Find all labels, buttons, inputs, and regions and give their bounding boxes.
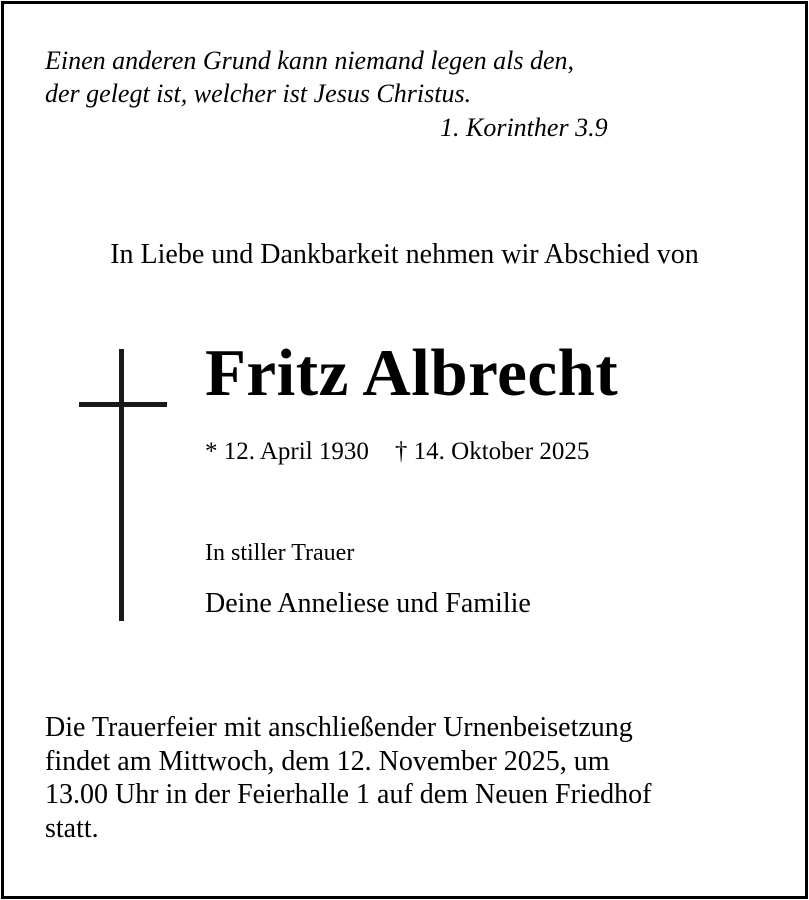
bible-verse bbox=[45, 44, 574, 110]
deceased-name: Fritz Albrecht bbox=[205, 336, 619, 410]
death-date: † 14. Oktober 2025 bbox=[394, 438, 590, 465]
ceremony-line: Die Trauerfeier mit anschließender Urnenbeisetzung bbox=[45, 712, 633, 743]
ceremony-notice bbox=[45, 711, 651, 845]
latin-cross-icon bbox=[79, 349, 167, 621]
ceremony-line: statt. bbox=[45, 812, 99, 844]
birth-date: * 12. April 1930 bbox=[205, 438, 369, 465]
ceremony-line: 13.00 Uhr in der Feierhalle 1 auf dem Neuen Friedhof bbox=[45, 779, 652, 810]
mourners-names: Deine Anneliese und Familie bbox=[205, 588, 531, 619]
intro-text: In Liebe und Dankbarkeit nehmen wir Abschied von bbox=[110, 239, 699, 270]
cross-vertical-bar bbox=[119, 349, 124, 621]
cross-horizontal-bar bbox=[79, 402, 167, 407]
mourning-label: In stiller Trauer bbox=[205, 540, 355, 566]
bible-verse-reference: 1. Korinther 3.9 bbox=[440, 113, 608, 142]
life-dates bbox=[205, 436, 589, 468]
ceremony-line: findet am Mittwoch, dem 12. November 2025, um bbox=[45, 745, 610, 777]
bible-verse-line: Einen anderen Grund kann niemand legen als den, bbox=[45, 46, 575, 75]
bible-verse-line: der gelegt ist, welcher ist Jesus Christus. bbox=[45, 79, 472, 108]
